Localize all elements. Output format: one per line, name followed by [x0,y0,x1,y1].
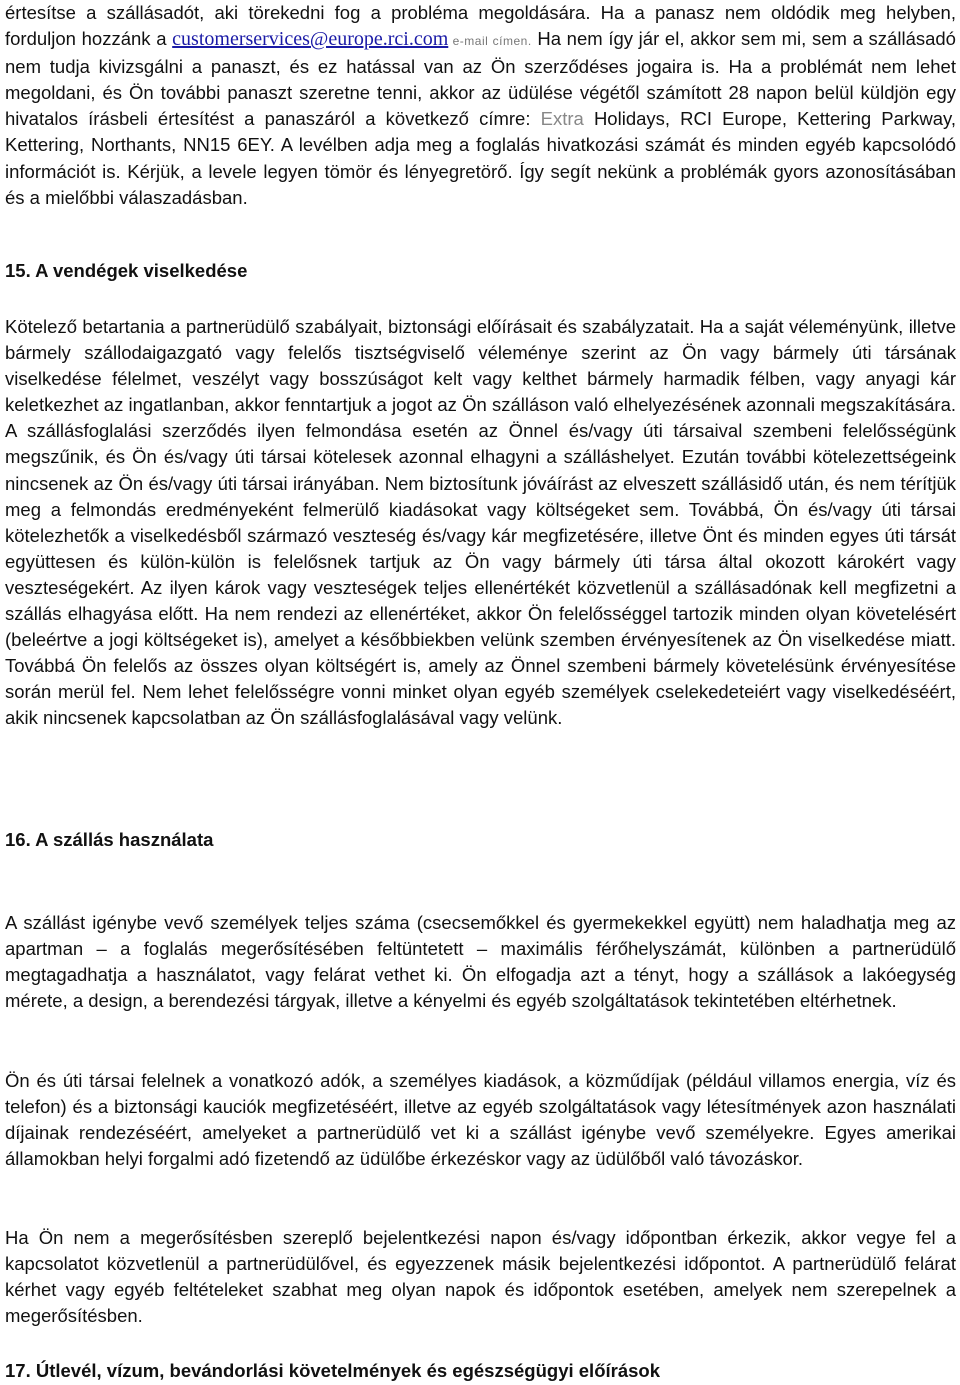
section-14-continuation [5,0,956,211]
extra-word: Extra [540,108,584,130]
section-16-heading: 16. A szállás használata [5,829,214,850]
complaint-text-b: Holidays, RCI Europe, Kettering Parkway, Kettering, Northants, NN15 6EY. A levélben adja meg a foglalás hivatkozási számát és minden egyéb kapcsolódó információt is. Kérjük, a levele legyen tömör és lényegretörő. Így segít nekünk a problémák gyors azonosításában és a mielőbbi válaszadásban. [5,108,956,208]
email-note: e-mail címen. [448,34,532,49]
section-16-paragraph-1: A szállást igénybe vevő személyek teljes száma (csecsemőkkel és gyermekekkel együtt) nem haladhatja meg az apartman – a foglalás megerősítésében feltüntetett – maximális férőhelyszámát, különben a partnerüdülő megtagadhatja a használatot, vagy felárat vethet ki. Ön elfogadja azt a tényt, hogy a szállások a lakóegység mérete, a design, a berendezési tárgyak, illetve a kényelmi és egyéb szolgáltatások tekintetében eltérhetnek. [5,912,956,1012]
customer-service-email-link[interactable]: customerservices@europe.rci.com [172,28,449,51]
section-16-paragraph-3: Ha Ön nem a megerősítésben szereplő bejelentkezési napon és/vagy időpontban érkezik, akkor vegye fel a kapcsolatot közvetlenül a partnerüdülővel, és egyezzenek másik bejelentkezési időpontot. A partnerüdülő felárat kérhet vagy egyéb feltételeket szabhat meg olyan napok és időpontok esetében, amelyek nem szerepelnek a megerősítésben. [5,1227,956,1327]
intro-text: értesítse a szállásadót, aki törekedni fog a probléma megoldására. Ha a panasz nem oldódik meg helyben, forduljon hozzánk a [5,2,956,50]
complaint-text-a: Ha nem így jár el, akkor sem mi, sem a szállásadó nem tudja kivizsgálni a panaszt, és ez hatással van az Ön szerződéses jogaira is. Ha a problémát nem lehet megoldani, és Ön további panaszt szeretne tenni, akkor az üdülése végétől számított 28 napon belül küldjön egy hivatalos írásbeli értesítést a panaszáról a következő címre: [5,28,956,130]
section-15-body: Kötelező betartania a partnerüdülő szabályait, biztonsági előírásait és szabályzatait. Ha a saját véleményünk, illetve bármely szállodaigazgató vagy felelős tisztségviselő véleménye szerint az Ön vagy bármely úti társának viselkedése félelmet, veszélyt vagy bosszúságot kelt vagy kelthet bármely harmadik félben, vagy anyagi kár keletkezhet az ingatlanban, akkor fenntartjuk a jogot az Ön szálláson való elhelyezésének azonnali megszakítására. A szállásfoglalási szerződés ilyen felmondása esetén az Önnel és/vagy úti társaival szembeni felelősségünk megszűnik, és Ön és/vagy úti társai kötelesek azonnal elhagyni a szálláshelyet. Ezután további kötelezettségeink nincsenek az Ön és/vagy úti társai irányában. Nem biztosítunk jóváírást az elveszett szállásidő után, és nem térítjük meg a felmondás eredményeként felmerülő kiadásokat vagy költségeket sem. Továbbá, Ön és/vagy úti társai kötelezhetők a viselkedésből származó veszteség és/vagy kár megfizetésére, illetve Önt és minden egyes úti társát együttesen és külön-külön is felelősnek tartjuk az Ön vagy bármely úti társa által okozott károkért vagy veszteségekért. Az ilyen károk vagy veszteségek teljes ellenértékét közvetlenül a szállásadónak kell megfizetni a szállás elhagyása előtt. Ha nem rendezi az ellenértéket, akkor Ön felelősséggel tartozik minden olyan követelésért (beleértve a jogi költségeket is), amelyet a későbbiekben velünk szemben érvényesítenek az Ön viselkedése miatt. Továbbá Ön felelős az összes olyan költségért is, amely az Önnel szembeni bármely követelésünk érvényesítése során merül fel. Nem lehet felelősségre vonni minket olyan egyéb személyek cselekedeteiért vagy viselkedéséért, akik nincsenek kapcsolatban az Ön szállásfoglalásával vagy velünk. [5,316,956,729]
section-16-paragraph-2: Ön és úti társai felelnek a vonatkozó adók, a személyes kiadások, a közműdíjak (például villamos energia, víz és telefon) és a biztonsági kauciók megfizetéséért, illetve az egyéb szolgáltatások vagy létesítmények azon használati díjainak rendezéséért, amelyeket a partnerüdülő vet ki a szállást igénybe vevő személyekre. Egyes amerikai államokban helyi forgalmi adó fizetendő az üdülőbe érkezéskor vagy az üdülőből való távozáskor. [5,1070,956,1170]
section-17-heading: 17. Útlevél, vízum, bevándorlási követelmények és egészségügyi előírások [5,1360,660,1381]
section-15-heading: 15. A vendégek viselkedése [5,260,248,281]
